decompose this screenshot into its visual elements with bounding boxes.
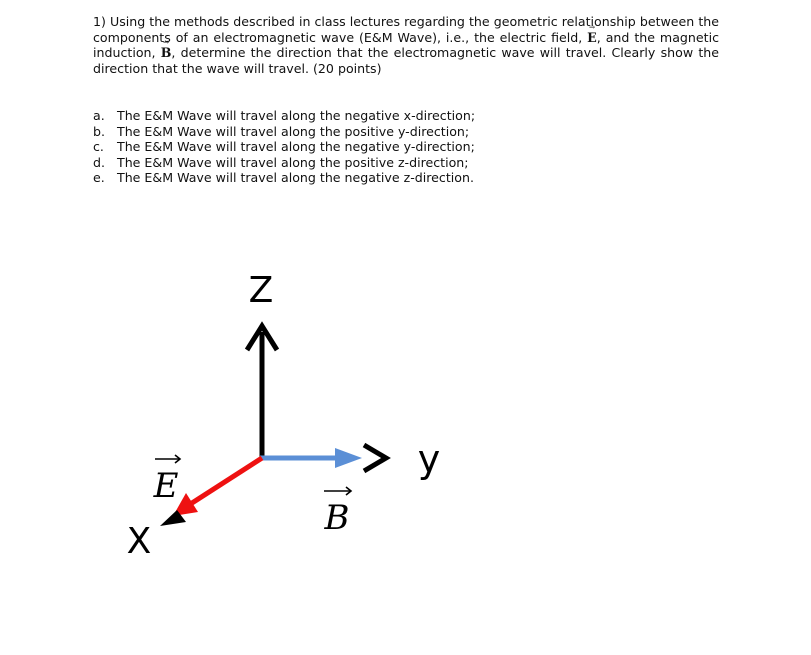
- option-text: The E&M Wave will travel along the negative y-direction;: [117, 139, 475, 155]
- option-letter: a.: [93, 108, 105, 123]
- option-text: The E&M Wave will travel along the negative x-direction;: [117, 108, 476, 123]
- question-text-part2: , and the magnetic induction,: [93, 29, 719, 61]
- option-letter: c.: [93, 139, 104, 155]
- option-letter: b.: [93, 123, 105, 139]
- y-axis-label: y: [417, 437, 441, 481]
- question-text-part1: Using the methods described in class lectures regarding the geometric relationship between the components of an electromagnetic wave (E&M Wave), i.e., the electric field,: [93, 14, 719, 45]
- z-axis-label: Z: [248, 270, 274, 311]
- b-field-symbol: → B: [161, 45, 172, 61]
- option-text: The E&M Wave will travel along the positive y-direction;: [117, 123, 470, 139]
- e-vector-arrow-icon: [155, 455, 180, 463]
- question-number: 1): [93, 14, 106, 29]
- option-letter: d.: [93, 154, 105, 170]
- e-field-symbol: → E: [587, 30, 597, 46]
- b-field-arrowhead: [335, 448, 362, 468]
- y-axis-arrowhead: [364, 445, 386, 471]
- x-axis-label: X: [126, 521, 152, 562]
- option-letter: e.: [93, 170, 105, 186]
- b-vector-arrow-icon: [324, 487, 351, 495]
- question-text-part3: , determine the direction that the electromagnetic wave will travel. Clearly show the direction that the wave will travel. (20 points): [93, 45, 719, 76]
- e-field-label: E: [153, 466, 179, 506]
- b-field-label: B: [324, 498, 350, 538]
- option-text: The E&M Wave will travel along the positive z-direction;: [117, 154, 469, 170]
- option-text: The E&M Wave will travel along the negative z-direction.: [117, 170, 474, 186]
- e-field-line: [192, 458, 262, 503]
